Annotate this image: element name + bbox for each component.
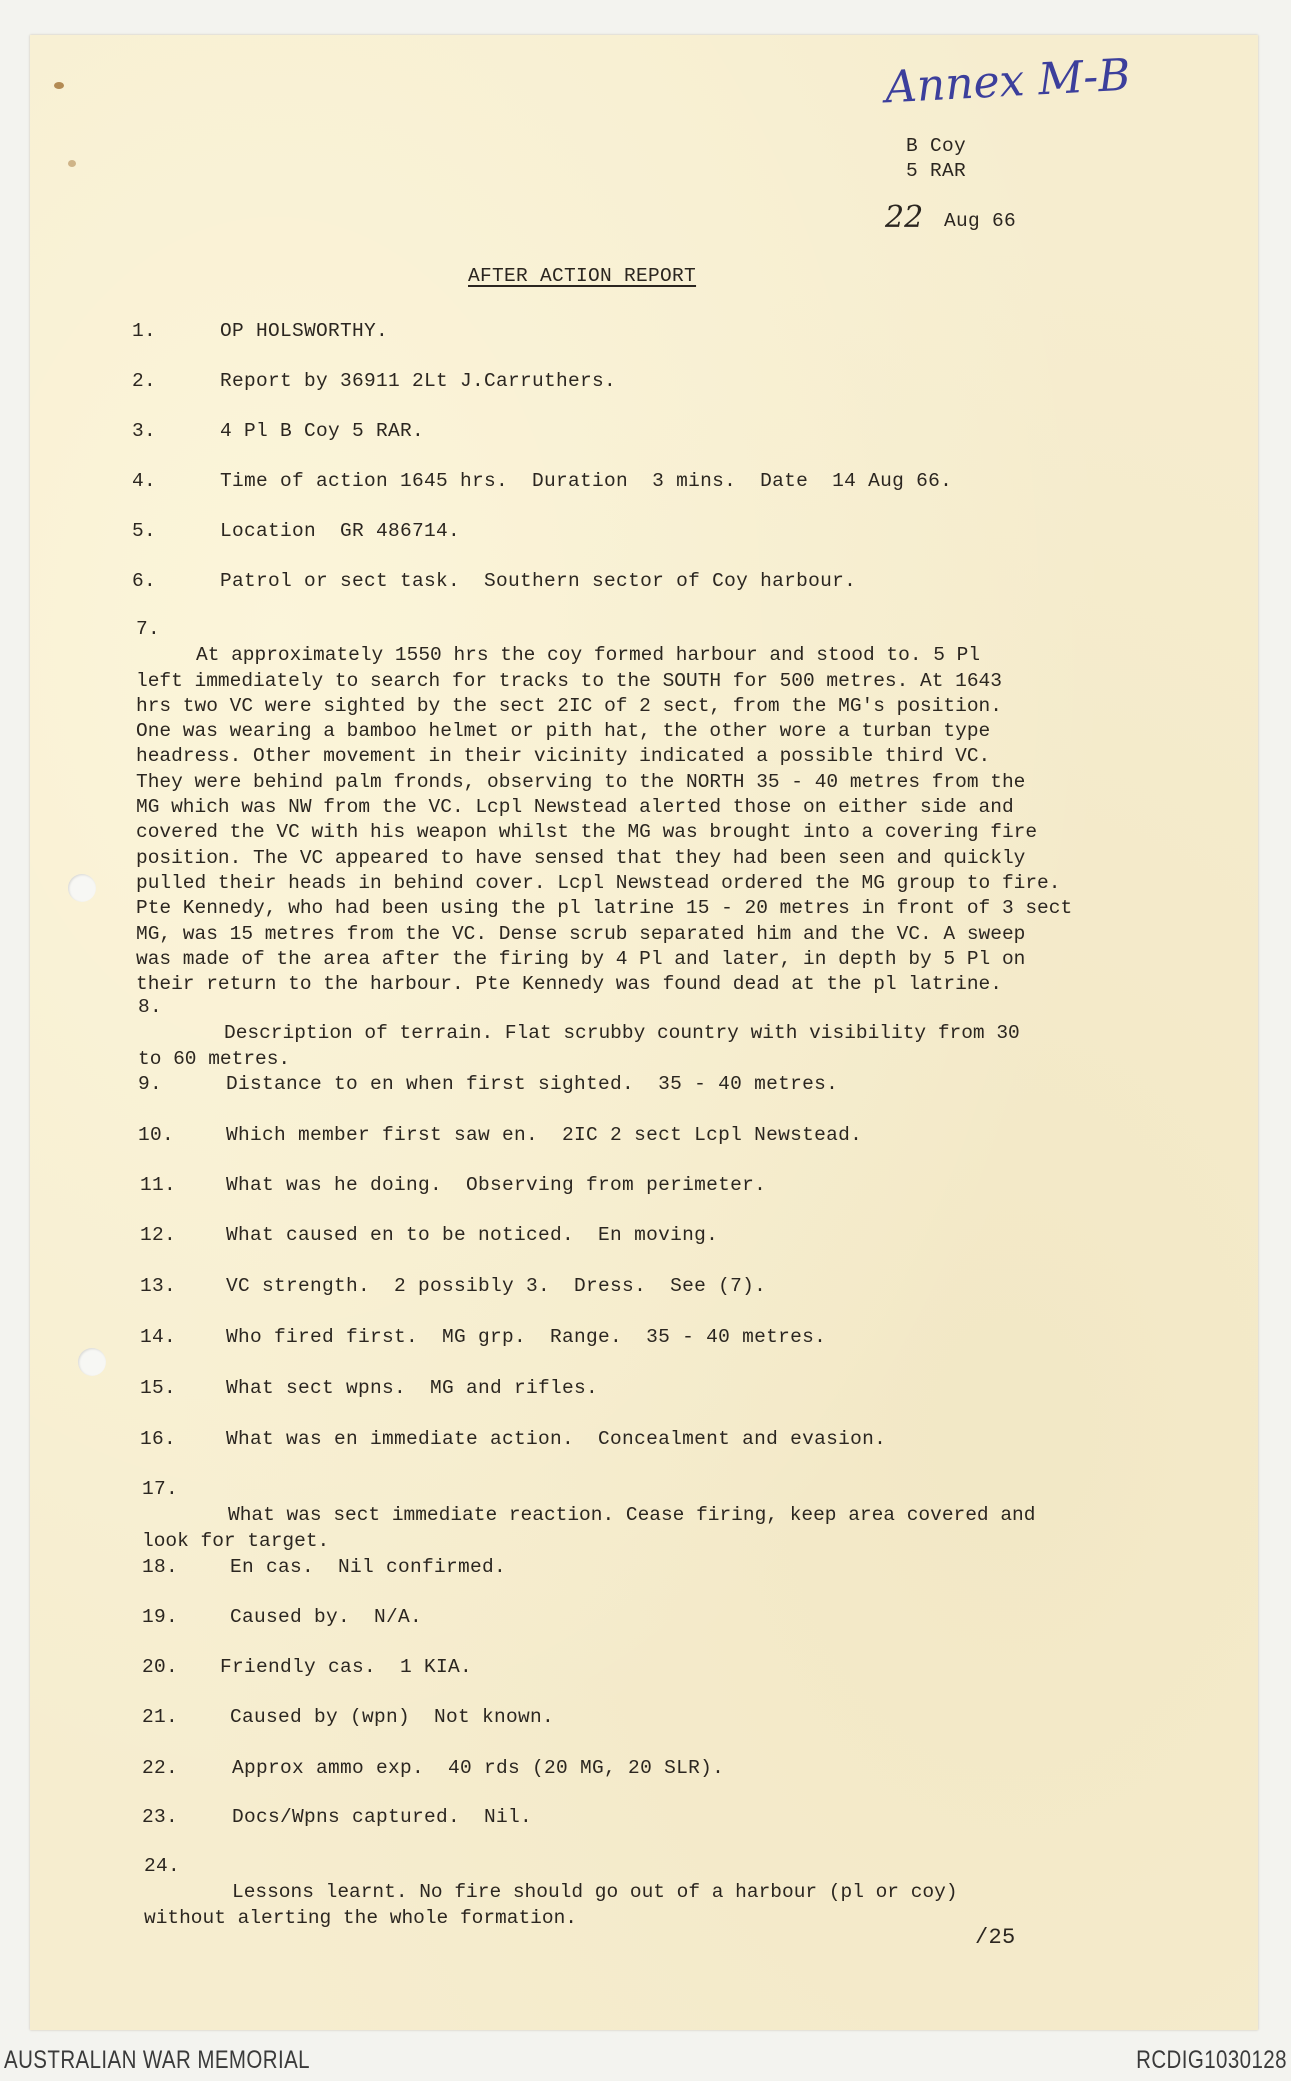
report-title: AFTER ACTION REPORT bbox=[468, 265, 697, 287]
item-text: What was he doing. Observing from perimeter. bbox=[226, 1174, 767, 1196]
item-number: 16. bbox=[140, 1428, 177, 1450]
item-number: 7. bbox=[136, 618, 161, 640]
item-number: 19. bbox=[142, 1606, 179, 1628]
item-text: OP HOLSWORTHY. bbox=[220, 320, 389, 342]
item-text: Who fired first. MG grp. Range. 35 - 40 metres. bbox=[226, 1326, 827, 1348]
item-number: 12. bbox=[140, 1224, 177, 1246]
item-number: 5. bbox=[132, 520, 157, 542]
item-number: 2. bbox=[132, 370, 157, 392]
item-number: 24. bbox=[144, 1855, 181, 1877]
item-number: 17. bbox=[142, 1478, 179, 1500]
unit-line-1: B Coy bbox=[906, 135, 967, 157]
item-text: What was sect immediate reaction. Cease firing, keep area covered and look for target. bbox=[142, 1504, 1036, 1552]
archive-reference: RCDIG1030128 bbox=[1136, 2046, 1287, 2074]
item-number: 22. bbox=[142, 1757, 179, 1779]
unit-line-2: 5 RAR bbox=[906, 160, 967, 182]
item-text: What caused en to be noticed. En moving. bbox=[226, 1224, 719, 1246]
item-paragraph bbox=[142, 1478, 1152, 1554]
item-number: 3. bbox=[132, 420, 157, 442]
item-text: Location GR 486714. bbox=[220, 520, 461, 542]
punch-hole bbox=[78, 1348, 106, 1376]
item-number: 20. bbox=[142, 1656, 179, 1678]
item-text: Caused by (wpn) Not known. bbox=[230, 1706, 555, 1728]
item-number: 18. bbox=[142, 1556, 179, 1578]
item-text: 4 Pl B Coy 5 RAR. bbox=[220, 420, 425, 442]
continuation-marker: /25 bbox=[975, 1925, 1016, 1950]
punch-hole bbox=[68, 874, 96, 902]
item-text: En cas. Nil confirmed. bbox=[230, 1556, 507, 1578]
item-number: 21. bbox=[142, 1706, 179, 1728]
handwritten-annex-label: Annex M-B bbox=[883, 49, 1132, 114]
item-number: 15. bbox=[140, 1377, 177, 1399]
item-text: Distance to en when first sighted. 35 - 40 metres. bbox=[226, 1073, 839, 1095]
item-text: At approximately 1550 hrs the coy formed harbour and stood to. 5 Pl left immediately to search for tracks to the SOUTH for 500 metres. At 1643 hrs two VC were sighted by the sect 2IC of 2 sect, from the MG's position. One was wearing a bamboo helmet or pith hat, the other wore a turban type headress. Other movement in their vicinity indicated a possible third VC. They were behind palm fronds, observing to the NORTH 35 - 40 metres from the MG which was NW from the VC. Lcpl Newstead alerted those on either side and covered the VC with his weapon whilst the MG was brought into a covering fire position. The VC appeared to have sensed that they had been seen and quickly pulled their heads in behind cover. Lcpl Newstead ordered the MG group to fire. Pte Kennedy, who had been using the pl latrine 15 - 20 metres in front of 3 sect MG, was 15 metres from the VC. Dense scrub separated him and the VC. A sweep was made of the area after the firing by 4 Pl and later, in depth by 5 Pl on their return to the harbour. Pte Kennedy was found dead at the pl latrine. bbox=[136, 644, 1073, 996]
report-date: Aug 66 bbox=[944, 210, 1017, 232]
item-number: 23. bbox=[142, 1806, 179, 1828]
item-text: Approx ammo exp. 40 rds (20 MG, 20 SLR). bbox=[232, 1757, 725, 1779]
item-number: 1. bbox=[132, 320, 157, 342]
item-text: Description of terrain. Flat scrubby country with visibility from 30 to 60 metres. bbox=[138, 1022, 1020, 1070]
item-number: 10. bbox=[138, 1124, 175, 1146]
item-text: Docs/Wpns captured. Nil. bbox=[232, 1806, 533, 1828]
item-text: Report by 36911 2Lt J.Carruthers. bbox=[220, 370, 617, 392]
item-number: 8. bbox=[138, 996, 163, 1018]
item-number: 6. bbox=[132, 570, 157, 592]
item-paragraph bbox=[138, 996, 1148, 1072]
item-paragraph bbox=[144, 1855, 1154, 1931]
item-number: 11. bbox=[140, 1174, 177, 1196]
item-paragraph bbox=[136, 618, 1146, 997]
handwritten-date-day: 22 bbox=[885, 200, 924, 235]
item-text: Lessons learnt. No fire should go out of a harbour (pl or coy) without alerting the whole formation. bbox=[144, 1881, 958, 1929]
item-text: Friendly cas. 1 KIA. bbox=[220, 1656, 473, 1678]
item-number: 13. bbox=[140, 1275, 177, 1297]
paper-stain bbox=[68, 160, 76, 167]
paper-stain bbox=[54, 82, 64, 89]
item-text: What was en immediate action. Concealment and evasion. bbox=[226, 1428, 887, 1450]
institution-credit: AUSTRALIAN WAR MEMORIAL bbox=[4, 2046, 310, 2074]
item-number: 4. bbox=[132, 470, 157, 492]
item-text: Caused by. N/A. bbox=[230, 1606, 423, 1628]
item-text: Patrol or sect task. Southern sector of Coy harbour. bbox=[220, 570, 857, 592]
item-number: 14. bbox=[140, 1326, 177, 1348]
item-text: Time of action 1645 hrs. Duration 3 mins. Date 14 Aug 66. bbox=[220, 470, 953, 492]
item-number: 9. bbox=[138, 1073, 163, 1095]
item-text: Which member first saw en. 2IC 2 sect Lcpl Newstead. bbox=[226, 1124, 863, 1146]
item-text: VC strength. 2 possibly 3. Dress. See (7). bbox=[226, 1275, 767, 1297]
item-text: What sect wpns. MG and rifles. bbox=[226, 1377, 599, 1399]
